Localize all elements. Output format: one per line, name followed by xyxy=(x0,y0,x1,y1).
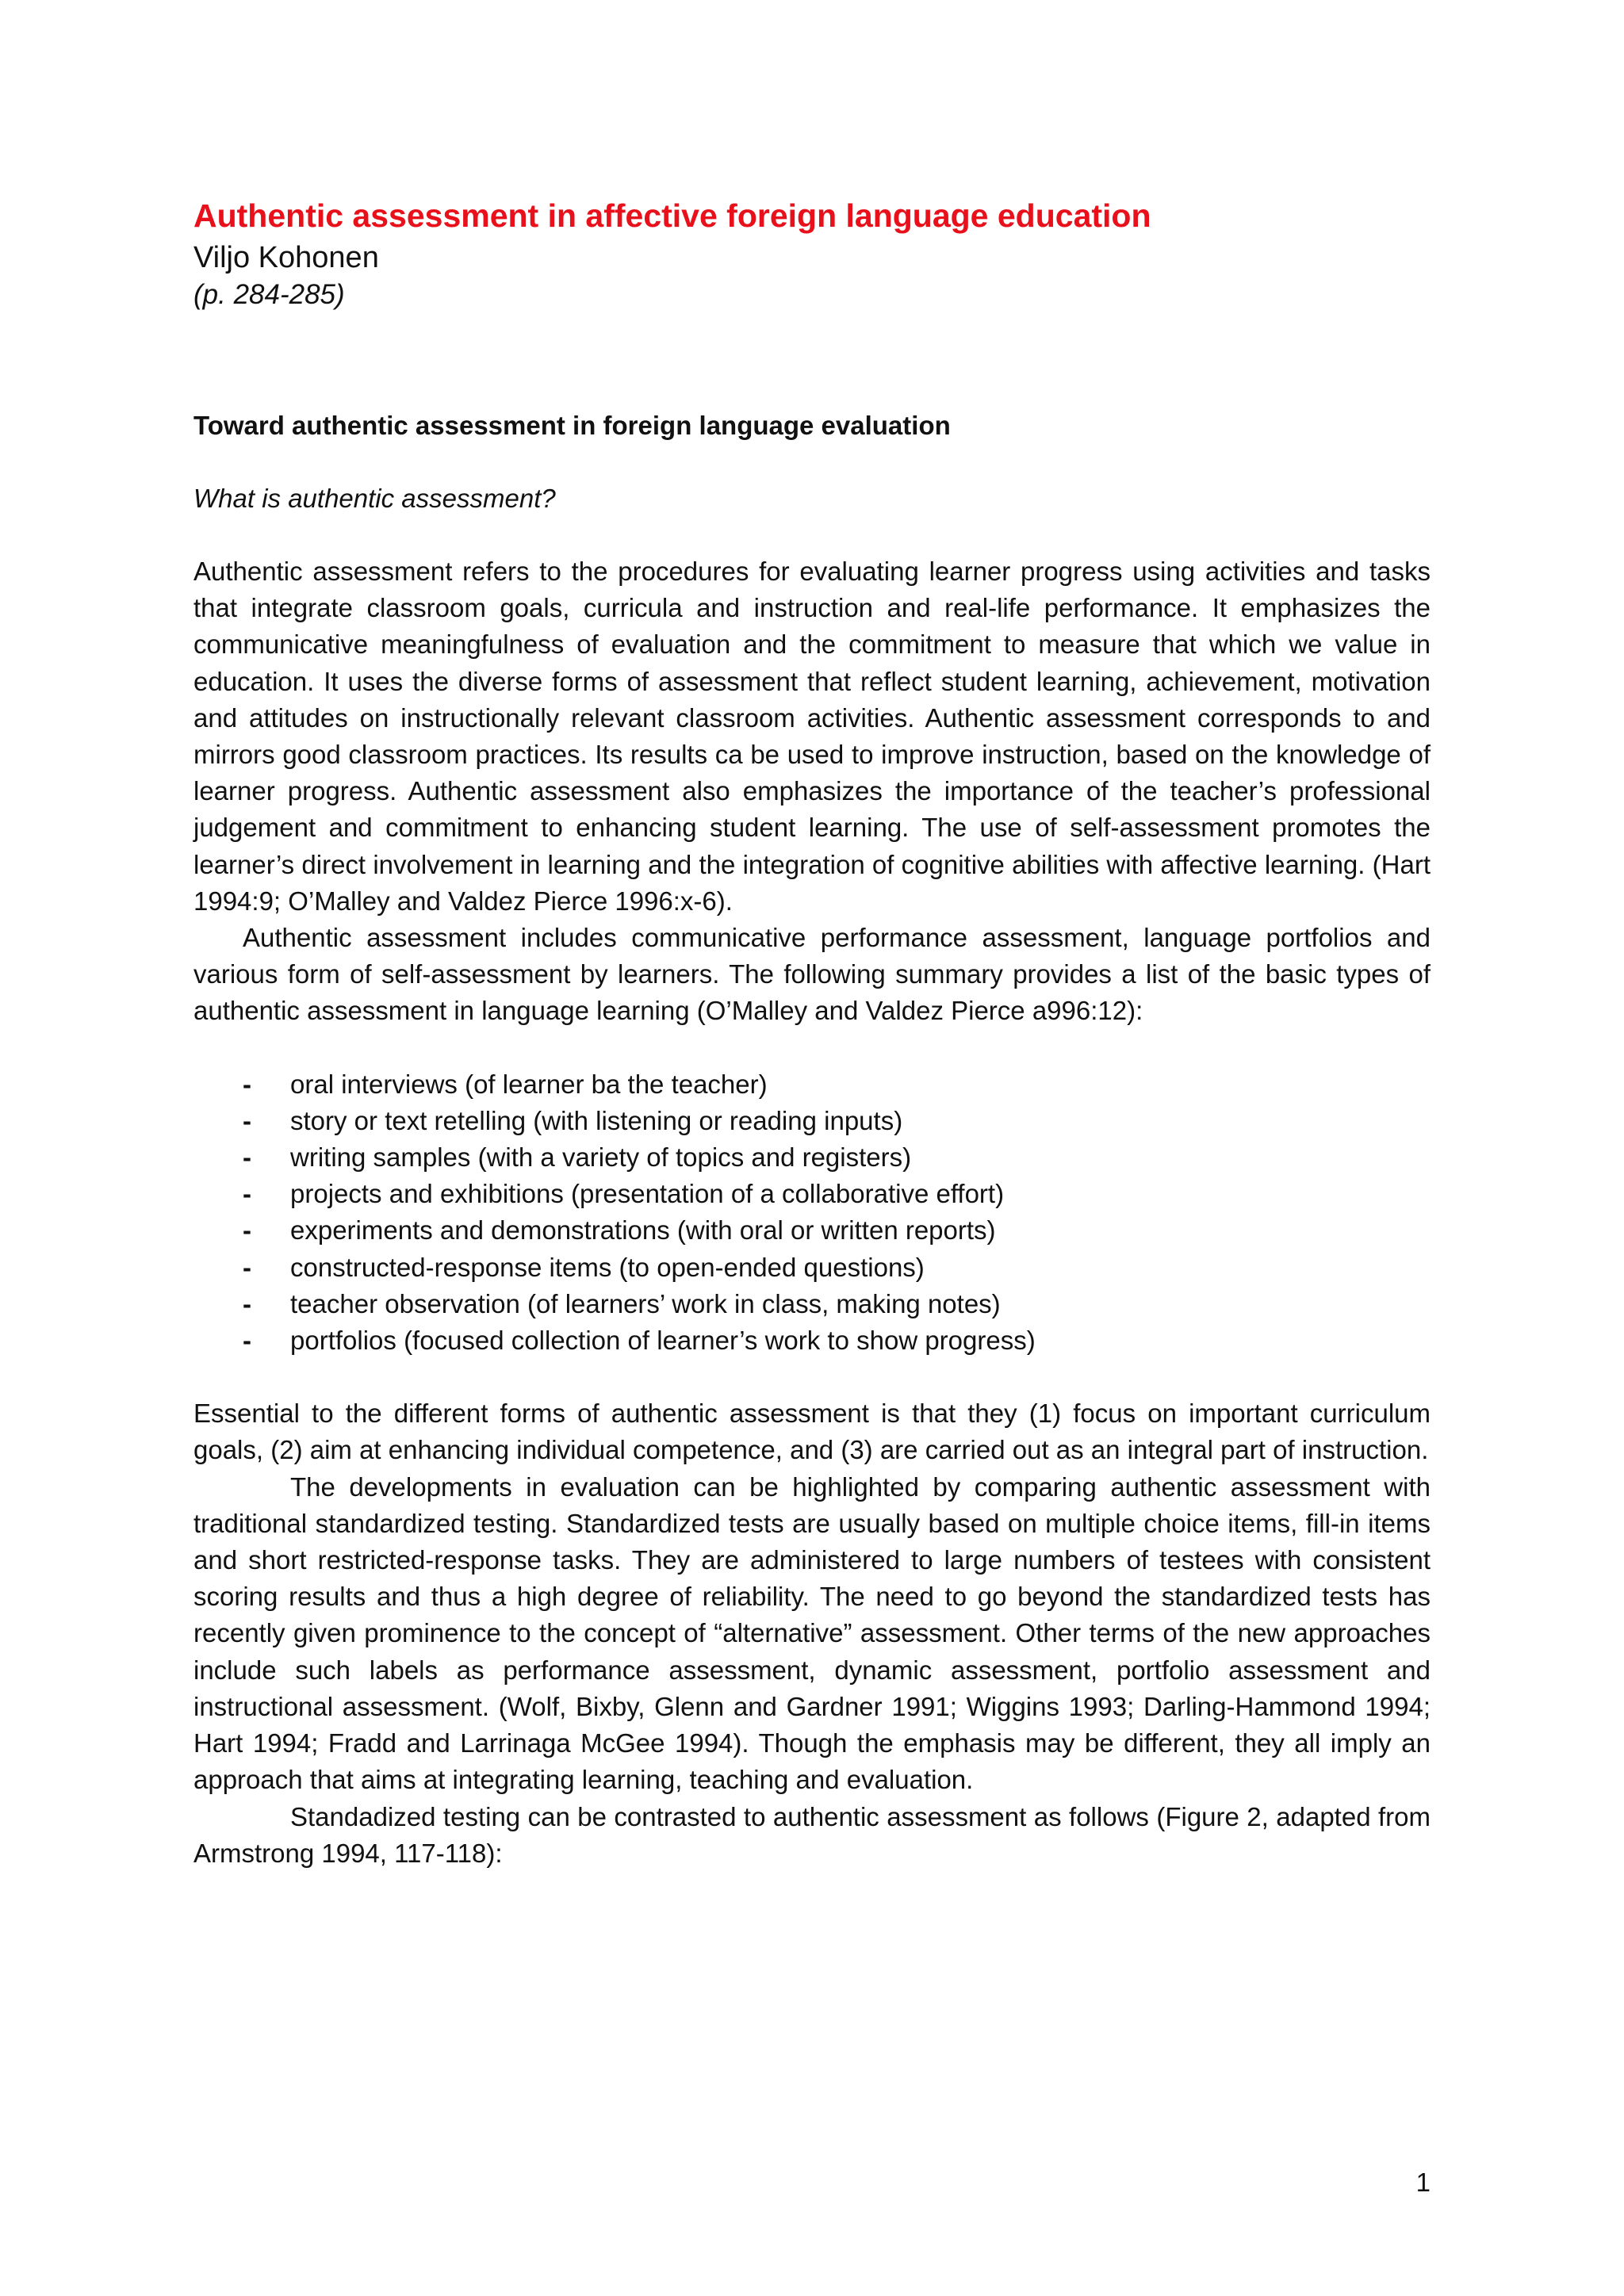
list-item xyxy=(193,1212,1431,1249)
author-name: Viljo Kohonen xyxy=(193,241,379,274)
list-item xyxy=(193,1139,1431,1176)
bullet-dash: - xyxy=(243,1326,251,1356)
bullet-dash: - xyxy=(243,1252,251,1282)
paragraph-developments: The developments in evaluation can be highlighted by comparing authentic assessment with traditional standardized testing. Standardized tests are usually based on multiple choice items, fill-in items and short restricted-response tasks. They are administered to large numbers of testees with consistent scoring results and thus a high degree of reliability. The need to go beyond the standardized tests has recently given prominence to the concept of “alternative” assessment. Other terms of the new approaches include such labels as performance assessment, dynamic assessment, portfolio assessment and instructional assessment. (Wolf, Bixby, Glenn and Gardner 1991; Wiggins 1993; Darling-Hammond 1994; Hart 1994; Fradd and Larrinaga McGee 1994). Though the emphasis may be different, they all imply an approach that aims at integrating learning, teaching and evaluation. xyxy=(193,1471,1431,1795)
list-item-text: teacher observation (of learners’ work in class, making notes) xyxy=(290,1288,1001,1318)
bullet-dash: - xyxy=(243,1105,251,1135)
list-item-text: portfolios (focused collection of learner’s work to show progress) xyxy=(290,1326,1036,1356)
page-number: 1 xyxy=(1415,2168,1431,2197)
list-item-text: constructed-response items (to open-ended questions) xyxy=(290,1252,925,1282)
document-page xyxy=(193,193,1431,1872)
list-item xyxy=(193,1286,1431,1322)
list-item-text: experiments and demonstrations (with oral or written reports) xyxy=(290,1215,996,1246)
section-heading: Toward authentic assessment in foreign language evaluation xyxy=(193,411,951,440)
list-item-text: oral interviews (of learner ba the teacher) xyxy=(290,1069,768,1099)
list-item xyxy=(193,1176,1431,1212)
list-item xyxy=(193,1249,1431,1286)
document-title: Authentic assessment in affective foreign language education xyxy=(193,197,1151,234)
assessment-types-list xyxy=(193,1066,1431,1360)
list-item-text: projects and exhibitions (presentation of a collaborative effort) xyxy=(290,1179,1005,1209)
section-subheading: What is authentic assessment? xyxy=(193,484,556,513)
paragraph-types-intro: Authentic assessment includes communicative performance assessment, language portfolios and various form of self-assessment by learners. The following summary provides a list of the basic types of authentic assessment in language learning (O’Malley and Valdez Pierce a996:12): xyxy=(193,923,1431,1026)
list-item-text: writing samples (with a variety of topics and registers) xyxy=(290,1142,912,1173)
paragraph-definition: Authentic assessment refers to the procedures for evaluating learner progress using activities and tasks that integrate classroom goals, curricula and instruction and real-life performance. It emphasizes the communicative meaningfulness of evaluation and the commitment to measure that which we value in education. It uses the diverse forms of assessment that reflect student learning, achievement, motivation and attitudes on instructionally relevant classroom activities. Authentic assessment corresponds to and mirrors good classroom practices. Its results ca be used to improve instruction, based on the knowledge of learner progress. Authentic assessment also emphasizes the importance of the teacher’s professional judgement and commitment to enhancing student learning. The use of self-assessment promotes the learner’s direct involvement in learning and the integration of cognitive abilities with affective learning. (Hart 1994:9; O’Malley and Valdez Pierce 1996:x-6). xyxy=(193,557,1431,916)
paragraph-contrast: Standadized testing can be contrasted to authentic assessment as follows (Figure 2, adapted from Armstrong 1994, 117-118): xyxy=(193,1801,1431,1868)
paragraph-essential: Essential to the different forms of authentic assessment is that they (1) focus on important curriculum goals, (2) aim at enhancing individual competence, and (3) are carried out as an integral part of instruction. xyxy=(193,1399,1431,1465)
list-item xyxy=(193,1066,1431,1103)
bullet-dash: - xyxy=(243,1142,251,1173)
bullet-dash: - xyxy=(243,1215,251,1246)
list-item xyxy=(193,1103,1431,1139)
page-range: (p. 284-285) xyxy=(193,279,345,310)
list-item-text: story or text retelling (with listening or reading inputs) xyxy=(290,1105,903,1135)
list-item xyxy=(193,1322,1431,1359)
bullet-dash: - xyxy=(243,1069,251,1099)
bullet-dash: - xyxy=(243,1288,251,1318)
bullet-dash: - xyxy=(243,1179,251,1209)
